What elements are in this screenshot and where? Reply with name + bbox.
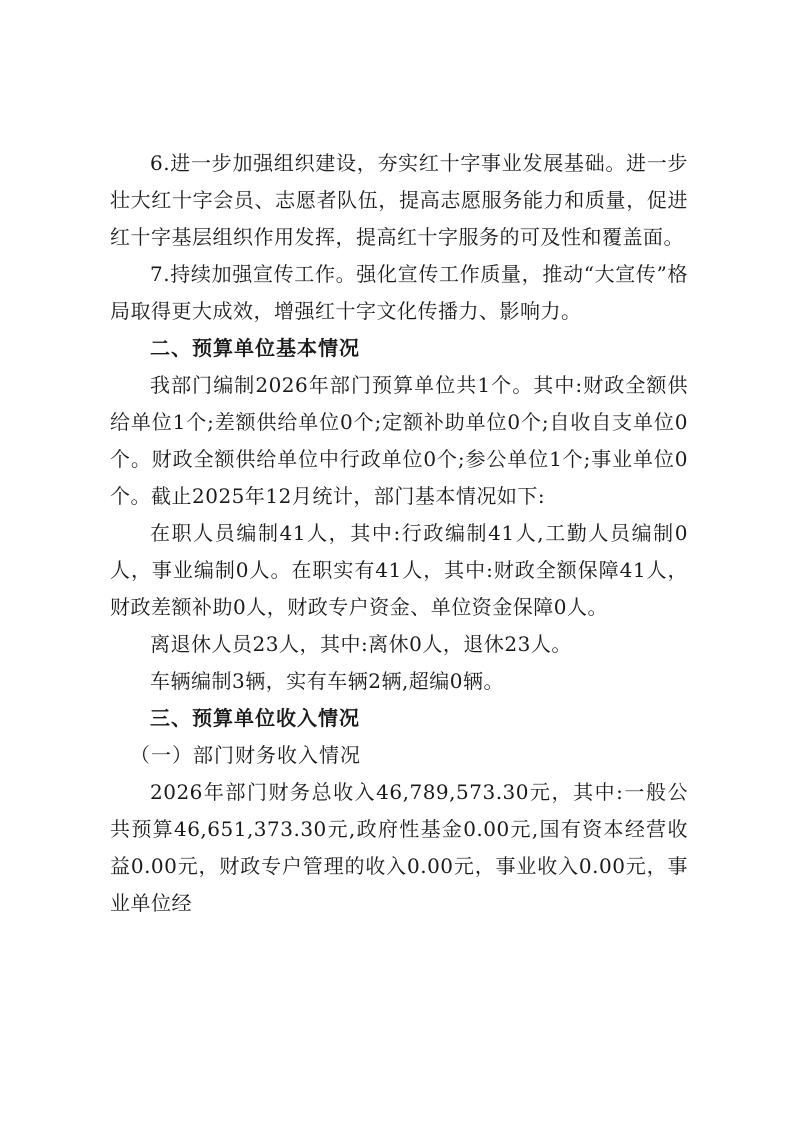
document-body [110, 145, 688, 922]
subsection-heading-financial-income: （一）部门财务收入情况 [130, 743, 361, 767]
paragraph-income-breakdown: 2026年部门财务总收入46,789,573.30元，其中:一般公共预算46,651,373.30元,政府性基金0.00元,国有资本经营收益0.00元，财政专户管理的收入0.00元，事业收入0.00元，事业单位经 [110, 780, 688, 915]
paragraph-organization-building: 6.进一步加强组织建设，夯实红十字事业发展基础。进一步壮大红十字会员、志愿者队伍，提高志愿服务能力和质量，促进红十字基层组织作用发挥，提高红十字服务的可及性和覆盖面。 [110, 151, 688, 249]
section-heading-budget-units: 二、预算单位基本情况 [150, 336, 360, 360]
paragraph-budget-units-count: 我部门编制2026年部门预算单位共1个。其中:财政全额供给单位1个;差额供给单位0个;定额补助单位0个;自收自支单位0个。财政全额供给单位中行政单位0个;参公单位1个;事业单位0个。截止2025年12月统计，部门基本情况如下: [110, 373, 688, 508]
section-heading-income: 三、预算单位收入情况 [150, 706, 360, 730]
paragraph-staffing: 在职人员编制41人，其中:行政编制41人,工勤人员编制0人，事业编制0人。在职实有41人，其中:财政全额保障41人，财政差额补助0人，财政专户资金、单位资金保障0人。 [110, 521, 688, 619]
paragraph-publicity-work: 7.持续加强宣传工作。强化宣传工作质量，推动“大宣传”格局取得更大成效，增强红十字文化传播力、影响力。 [110, 262, 688, 323]
paragraph-retirees: 离退休人员23人，其中:离休0人，退休23人。 [150, 632, 572, 656]
paragraph-vehicles: 车辆编制3辆，实有车辆2辆,超编0辆。 [150, 669, 505, 693]
